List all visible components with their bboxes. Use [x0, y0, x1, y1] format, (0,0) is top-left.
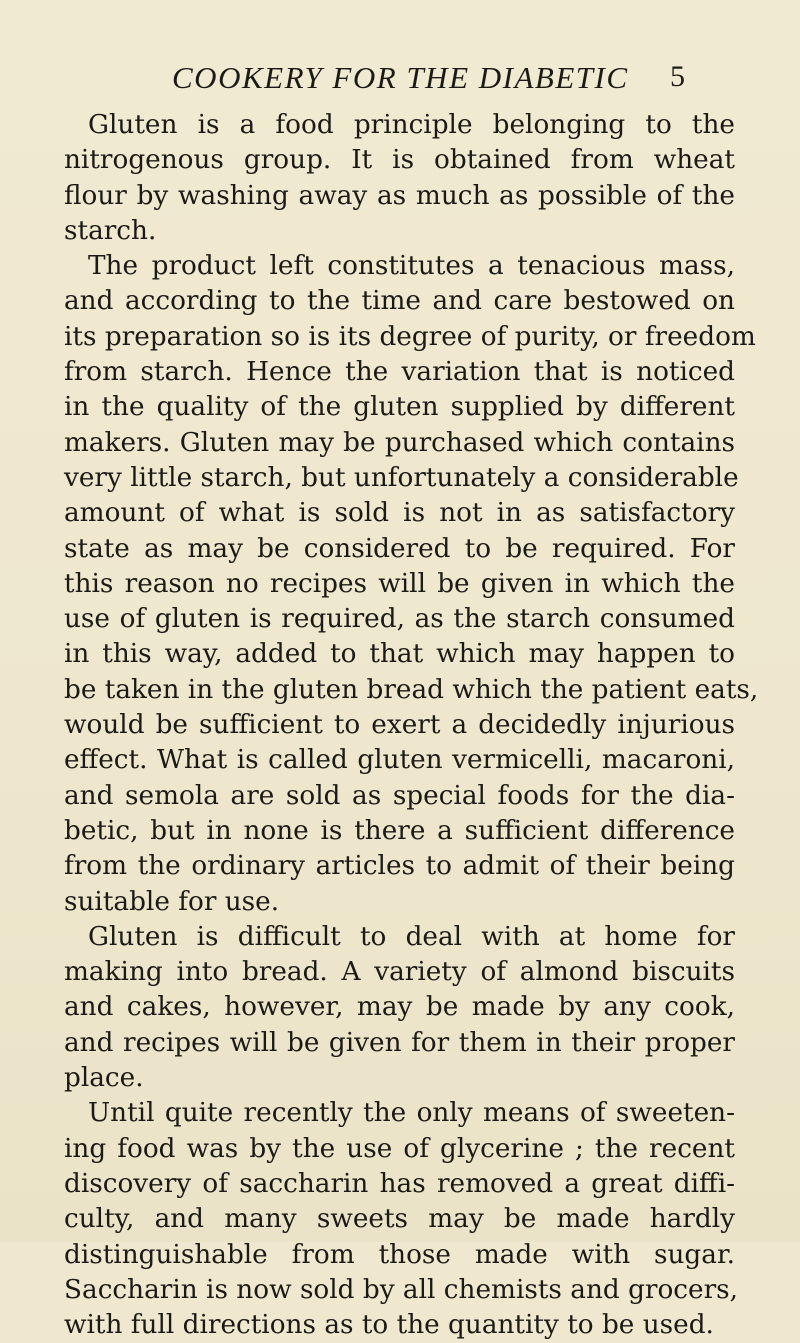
text-line: makers. Gluten may be purchased which contains [64, 427, 735, 458]
text-line: suitable for use. [64, 886, 280, 917]
text-line: and semola are sold as special foods for the dia- [64, 780, 735, 811]
text-line: culty, and many sweets may be made hardly [64, 1204, 735, 1235]
text-line: would be sufficient to exert a decidedly injurious [64, 710, 735, 741]
text-line: nitrogenous group. It is obtained from wheat [64, 145, 735, 176]
text-line: state as may be considered to be required. For [64, 533, 735, 564]
text-line: flour by washing away as much as possible of the [64, 180, 735, 211]
text-line: use of gluten is required, as the starch consumed [64, 604, 735, 635]
text-line: in the quality of the gluten supplied by different [64, 392, 735, 423]
text-line: and recipes will be given for them in their proper [64, 1027, 735, 1058]
text-line: from starch. Hence the variation that is noticed [64, 357, 735, 388]
text-line: Until quite recently the only means of sweeten- [88, 1098, 735, 1129]
body-text [64, 108, 759, 1343]
text-line: place. [64, 1063, 144, 1094]
paragraph [64, 108, 735, 249]
text-line: making into bread. A variety of almond biscuits [64, 957, 735, 988]
text-line: starch. [64, 215, 157, 246]
text-line: distinguishable from those made with sugar. [64, 1239, 735, 1270]
text-line: in this way, added to that which may happen to [64, 639, 735, 670]
text-line: and cakes, however, may be made by any cook, [64, 992, 735, 1023]
text-line: Saccharin is now sold by all chemists and grocers, [64, 1274, 739, 1305]
text-line: Gluten is a food principle belonging to the [88, 110, 735, 140]
text-line: with full directions as to the quantity to be used. [64, 1310, 714, 1341]
text-line: this reason no recipes will be given in which the [64, 568, 735, 599]
running-title: COOKERY FOR THE DIABETIC [172, 60, 629, 95]
text-line: The product left constitutes a tenacious mass, [88, 251, 735, 282]
text-line: and according to the time and care bestowed on [64, 286, 735, 317]
text-line: from the ordinary articles to admit of their being [64, 851, 735, 882]
paragraph [64, 249, 759, 920]
running-head [172, 60, 692, 96]
text-line: very little starch, but unfortunately a considerable [64, 462, 739, 493]
text-line: effect. What is called gluten vermicelli, macaroni, [64, 745, 735, 776]
page-number: 5 [670, 60, 685, 93]
paragraph [64, 1096, 739, 1343]
text-line: its preparation so is its degree of purity, or freedom [64, 321, 756, 352]
text-line: amount of what is sold is not in as satisfactory [64, 498, 735, 529]
text-line: Gluten is difficult to deal with at home for [88, 921, 735, 952]
text-line: discovery of saccharin has removed a great diffi- [64, 1168, 735, 1199]
text-line: betic, but in none is there a sufficient difference [64, 815, 735, 846]
text-line: ing food was by the use of glycerine ; the recent [64, 1133, 735, 1164]
paragraph [64, 920, 735, 1096]
text-line: be taken in the gluten bread which the patient eats, [64, 674, 759, 705]
